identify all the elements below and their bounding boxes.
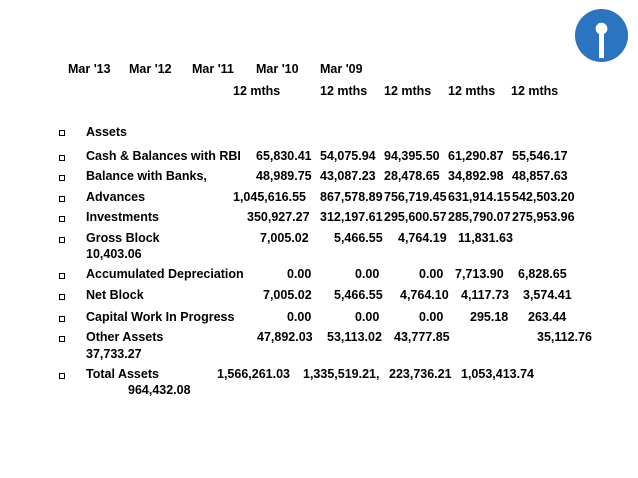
row-value: 0.00 [419,267,444,281]
period-header: 12 mths [511,84,559,98]
row-value: 65,830.41 [256,149,312,163]
period-header: 12 mths [384,84,432,98]
row-value: 350,927.27 [247,210,310,224]
row-value: 542,503.20 [512,190,575,204]
bullet-icon [59,294,65,300]
row-value: 1,053,413.74 [461,367,534,381]
row-value: 312,197.61 [320,210,383,224]
bullet-icon [59,316,65,322]
row-value: 867,578.89 [320,190,383,204]
bullet-icon [59,216,65,222]
row-value: 43,087.23 [320,169,376,183]
row-value: 34,892.98 [448,169,504,183]
year-header: Mar '11 [192,62,234,76]
row-value: 7,005.02 [260,231,309,245]
row-value: 10,403.06 [86,247,142,261]
year-header: Mar '13 [68,62,111,76]
year-header: Mar '10 [256,62,299,76]
row-label: Other Assets [86,330,164,344]
row-value: 35,112.76 [537,330,592,344]
row-value: 4,117.73 [461,288,509,302]
row-value: 54,075.94 [320,149,376,163]
bullet-icon [59,130,65,136]
row-value: 1,335,519.21, [303,367,380,381]
row-value: 48,989.75 [256,169,312,183]
row-value: 7,005.02 [263,288,312,302]
row-label: Balance with Banks, [86,169,207,183]
row-value: 295,600.57 [384,210,447,224]
row-value: 263.44 [528,310,567,324]
bullet-icon [59,273,65,279]
row-value: 0.00 [419,310,444,324]
row-value: 55,546.17 [512,149,568,163]
row-value: 48,857.63 [512,169,568,183]
row-value: 6,828.65 [518,267,567,281]
row-value: 4,764.19 [398,231,447,245]
row-value: 0.00 [355,267,380,281]
row-value: 37,733.27 [86,347,142,361]
row-value: 295.18 [470,310,509,324]
year-header: Mar '09 [320,62,363,76]
row-value: 756,719.45 [384,190,447,204]
row-label: Cash & Balances with RBI [86,149,241,163]
row-label: Advances [86,190,146,204]
bullet-icon [59,336,65,342]
bullet-icon [59,237,65,243]
bank-logo-icon [574,8,629,63]
row-value: 1,566,261.03 [217,367,290,381]
period-header: 12 mths [448,84,496,98]
row-value: 11,831.63 [458,231,513,245]
row-label: Net Block [86,288,144,302]
bullet-icon [59,196,65,202]
year-header: Mar '12 [129,62,172,76]
row-value: 631,914.15 [448,190,511,204]
row-value: 285,790.07 [448,210,511,224]
row-value: 3,574.41 [523,288,572,302]
row-value: 275,953.96 [512,210,575,224]
row-value: 964,432.08 [128,383,191,397]
bullet-icon [59,175,65,181]
row-value: 4,764.10 [400,288,449,302]
row-value: 94,395.50 [384,149,440,163]
row-value: 53,113.02 [327,330,382,344]
row-value: 7,713.90 [455,267,504,281]
row-value: 0.00 [287,267,312,281]
row-label: Accumulated Depreciation [86,267,244,281]
bullet-icon [59,155,65,161]
row-value: 0.00 [287,310,312,324]
bullet-icon [59,373,65,379]
row-label: Capital Work In Progress [86,310,235,324]
row-value: 47,892.03 [257,330,313,344]
row-label: Assets [86,125,127,139]
row-label: Gross Block [86,231,160,245]
row-value: 0.00 [355,310,380,324]
row-label: Investments [86,210,159,224]
row-value: 5,466.55 [334,231,383,245]
row-value: 5,466.55 [334,288,383,302]
row-value: 223,736.21 [389,367,452,381]
period-header: 12 mths [320,84,368,98]
period-header: 12 mths [233,84,281,98]
row-value: 61,290.87 [448,149,504,163]
row-value: 1,045,616.55 [233,190,306,204]
row-label: Total Assets [86,367,159,381]
row-value: 43,777.85 [394,330,450,344]
row-value: 28,478.65 [384,169,440,183]
